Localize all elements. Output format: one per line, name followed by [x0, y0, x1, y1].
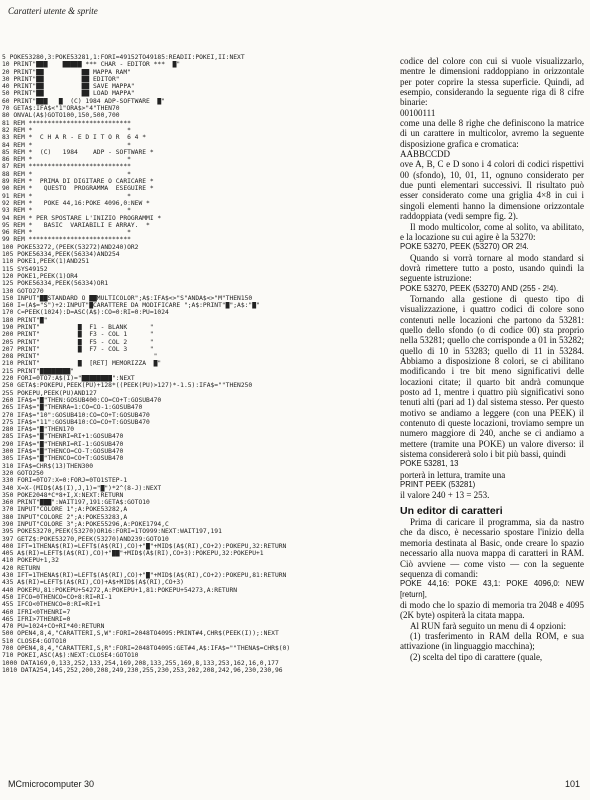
listing-line: 700 OPEN4,8,4,"CARATTERI,S,R":FORI=2048TO4095:GET#4,A$:IFA$=""THENA$=CHR$(0) [2, 645, 291, 653]
listing-line: 370 INPUT"COLORE 1";A:POKE53282,A [2, 506, 128, 514]
listing-line: 320 GOTO250 [2, 469, 44, 477]
listing-line: 380 INPUT"COLORE 2";A:POKE53283,A [2, 513, 128, 521]
paragraph: codice del colore con cui si vuole visualizzarlo, mentre le dimensioni raddoppiano in orizzontale per poter coprire la stessa superficie. Quindi, ad esempio, considerando la seguente riga di 8 cifre binarie: [400, 56, 584, 108]
paragraph: ove A, B, C e D sono i 4 colori di codici rispettivi 00 (sfondo), 10, 01, 11, ognuno considerato per due punti elementari successivi. Il risultato può esser considerato come una griglia 4×8 in cui i singoli elementi hanno la dimensione orizzontale raddoppiata (vedi sempre fig. 2). [400, 159, 584, 222]
listing-line: 207 PRINT" █ F7 - COL 3 " [2, 345, 154, 353]
code-line: POKE 53270, PEEK (53270) OR 2!4. [400, 242, 529, 252]
running-head: Caratteri utente & sprite [8, 6, 98, 16]
basic-program-listing [2, 54, 394, 772]
listing-line: 120 POKE1,PEEK(1)OR4 [2, 272, 78, 280]
code-line: PRINT PEEK (53281) [400, 480, 476, 490]
listing-line: 210 PRINT" █ [RET] MEMORIZZA █" [2, 360, 162, 368]
paragraph: di modo che lo spazio di memoria tra 2048 e 4095 (2K byte) ospiterà la citata mappa. [400, 599, 584, 621]
listing-line: 435 A$(RI)=LEFT$(A$(RI),CO)+A$+MID$(A$(RI),CO+3) [2, 579, 184, 587]
binary-example: 00100111 [400, 107, 436, 118]
listing-line: 460 IFRI<0THENRI=7 [2, 608, 71, 616]
listing-line: 340 X=X-(MID$(A$(I),J,1)="█")*2^(8-J):NEXT [2, 484, 162, 492]
listing-line: 84 REM * * [2, 141, 131, 149]
listing-line: 190 PRINT" █ F1 - BLANK " [2, 323, 154, 331]
listing-line: 455 IFCO<0THENCO=0:RI=RI+1 [2, 601, 101, 609]
paragraph: come una delle 8 righe che definiscono la matrice di un carattere in multicolor, avremo la seguente disposizione grafica e cromatica: [400, 118, 584, 149]
paragraph: il valore 240 + 13 = 253. [400, 490, 490, 501]
listing-line: 83 REM * C H A R - E D I T O R 6 4 * [2, 134, 147, 142]
listing-line: 115 SYS49152 [2, 265, 48, 273]
listing-line: 205 PRINT" █ F5 - COL 2 " [2, 338, 154, 346]
pattern-example: AABBCCDD [400, 149, 451, 160]
article-text-column [400, 56, 584, 768]
listing-line: 40 PRINT"██ ██ SAVE MAPPA" [2, 83, 135, 91]
listing-line: 350 POKE2048*C*8+I,X:NEXT:RETURN [2, 491, 124, 499]
code-line: POKE 53281, 13 [400, 459, 459, 469]
paragraph: Tornando alla gestione di questo tipo di visualizzazione, i quattro codici di colore sono contenuti nelle locazioni che partono da 53281: quello dello sfondo (o di codice 00) sta proprio nella 53281; quello che corrisponde a 01 in 53282; quello di 10 in 53283; quello di 11 in 53284. Abbiamo a disposizione 8 colori, se ci abilitano modificando i tre bit meno significativi delle locazioni citate; il quarto bit andrà comunque posto ad 1, mentre i quattro più significativi sono tenuti alti (pari ad 1) dal sistema stesso. Per questo motivo se andiamo a leggere (con una PEEK) il contenuto di queste locazioni, troviamo sempre un numero maggiore di 240, anche se ci andiamo a mettere (tramite una POKE) un valore diverso: il sistema considererà solo i bit più bassi, quindi [400, 293, 584, 460]
listing-line: 510 CLOSE4:GOTO10 [2, 637, 67, 645]
listing-line: 405 A$(RI)=LEFT$(A$(RI),CO)+"██"+MID$(A$(RI),CO+3):POKEPU,32:POKEPU+1 [2, 550, 264, 558]
listing-line: 90 REM * QUESTO PROGRAMMA ESEGUIRE * [2, 185, 154, 193]
list-item: (2) scelta del tipo di carattere (quale, [410, 651, 543, 662]
listing-line: 105 POKE56334,PEEK(56334)AND254 [2, 251, 120, 259]
code-line: POKE 44,16: POKE 43,1: POKE 4096,0: NEW [return], [400, 579, 584, 599]
paragraph: porterà in lettura, tramite una [400, 469, 506, 480]
listing-line: 450 IFCO=0THENCO=CO+8:RI=RI-1 [2, 593, 112, 601]
listing-line: 85 REM * (C) 1984 ADP - SOFTWARE * [2, 148, 154, 156]
listing-line: 110 POKE1,PEEK(1)AND251 [2, 258, 90, 266]
listing-line: 208 PRINT" " [2, 353, 158, 361]
listing-line: 250 GETA$:POKEPU,PEEK(PU)+128*((PEEK(PU)>127)*-1.5):IFA$=""THEN250 [2, 382, 253, 390]
listing-line: 86 REM * * [2, 156, 131, 164]
listing-line: 150 INPUT"██STANDARD O ██MULTICOLOR";A$:IFA$<>"S"ANDA$<>"M"THEN150 [2, 294, 253, 302]
listing-line: 400 IFT=1THENA$(RI)=LEFT$(A$(RI),CO)+"█"+MID$(A$(RI),CO+2):POKEPU,32:RETURN [2, 542, 287, 550]
section-heading: Un editor di caratteri [400, 504, 503, 517]
listing-line: 50 PRINT"██ ██ LOAD MAPPA" [2, 90, 135, 98]
listing-line: 280 IFA$="█"THEN170 [2, 426, 75, 434]
listing-line: 500 OPEN4,8,4,"CARATTERI,S,W":FORI=2048TO4095:PRINT#4,CHR$(PEEK(I));:NEXT [2, 630, 279, 638]
listing-line: 95 REM * BASIC VARIABILI E ARRAY. * [2, 221, 150, 229]
listing-line: 440 POKEPU,81:POKEPU+54272,A:POKEPU+1,81:POKEPU+54273,A:RETURN [2, 586, 238, 594]
listing-line: 10 PRINT"███ █████ *** CHAR - EDITOR *** █" [2, 61, 181, 69]
listing-line: 465 IFRI>7THENRI=0 [2, 615, 71, 623]
listing-line: 93 REM * * [2, 207, 131, 215]
listing-line: 160 I=(A$="S")+2:INPUT"█CARATTERE DA MODIFICARE ";A$:PRINT"█";A$:"█" [2, 302, 260, 310]
listing-line: 430 IFT=1THENA$(RI)=LEFT$(A$(RI),CO)+"█"+MID$(A$(RI),CO+2):POKEPU,81:RETURN [2, 572, 287, 580]
listing-line: 260 IFA$="█"THEN:GOSUB400:CO=CO+T:GOSUB470 [2, 396, 162, 404]
listing-line: 290 IFA$="█"THENRI=RI-1:GOSUB470 [2, 440, 124, 448]
listing-line: 360 PRINT"███":WAIT197,191:GETA$:GOTO10 [2, 499, 150, 507]
listing-line: 255 POKEPU,PEEK(PU)AND127 [2, 389, 97, 397]
listing-line: 20 PRINT"██ ██ MAPPA RAM" [2, 68, 131, 76]
listing-line: 215 PRINT"████████" [2, 367, 75, 375]
listing-line: 96 REM * * [2, 229, 131, 237]
listing-line: 220 FORI=0TO7:A$(I)="████████":NEXT [2, 375, 135, 383]
listing-line: 88 REM * * [2, 170, 131, 178]
listing-line: 89 REM * PRIMA DI DIGITARE O CARICARE * [2, 178, 154, 186]
listing-line: 82 REM * * [2, 126, 131, 134]
listing-line: 94 REM * PER SPOSTARE L'INIZIO PROGRAMMI * [2, 214, 162, 222]
paragraph: Quando si vorrà tornare al modo standard si dovrà rimettere tutto a posto, usando quindi la seguente istruzione: [400, 252, 584, 284]
paragraph: Al RUN farà seguito un menu di 4 opzioni: [410, 620, 566, 631]
page-number: 101 [564, 779, 580, 789]
list-item: (1) trasferimento in RAM della ROM, e sua attivazione (in linguaggio macchina); [400, 630, 584, 652]
listing-line: 200 PRINT" █ F3 - COL 1 " [2, 331, 154, 339]
footer-magazine: MCmicrocomputer 30 [8, 779, 95, 789]
listing-line: 410 POKEPU+1,32 [2, 557, 59, 565]
listing-line: 91 REM * * [2, 192, 131, 200]
listing-line: 710 POKEI,ASC(A$):NEXT:CLOSE4:GOTO10 [2, 652, 139, 660]
listing-line: 130 GOTO270 [2, 287, 44, 295]
listing-line: 300 IFA$="█"THENCO=CO-T:GOSUB470 [2, 448, 124, 456]
listing-line: 470 PU=1024+CO+RI*40:RETURN [2, 623, 105, 631]
listing-line: 397 GETZ$:POKE53270,PEEK(53270)AND239:GOTO10 [2, 535, 169, 543]
listing-line: 420 RETURN [2, 564, 40, 572]
listing-line: 1010 DATA254,145,252,200,208,249,230,255,230,253,202,208,242,96,230,230,96 [2, 666, 283, 674]
paragraph: Il modo multicolor, come al solito, va abilitato, e la locazione su cui agire è la 53270: [400, 221, 584, 242]
listing-line: 5 POKE53280,3:POKE53281,1:FORI=49152TO49185:READII:POKEI,II:NEXT [2, 54, 245, 61]
listing-line: 390 INPUT"COLORE 3";A:POKE55296,A:POKE1794,C [2, 521, 169, 528]
listing-line: 92 REM * POKE 44,16:POKE 4096,0:NEW * [2, 199, 150, 207]
listing-line: 100 POKE53272,(PEEK(53272)AND240)OR2 [2, 243, 139, 251]
listing-line: 310 IFA$=CHR$(13)THEN300 [2, 462, 93, 470]
listing-line: 60 PRINT"███ █ (C) 1984 ADP-SOFTWARE █" [2, 97, 166, 105]
listing-line: 180 PRINT"█" [2, 316, 48, 324]
listing-line: 305 IFA$="█"THENCO=CO+T:GOSUB470 [2, 455, 124, 463]
listing-line: 275 IFA$="11":GOSUB410:CO=CO+T:GOSUB470 [2, 418, 150, 426]
listing-line: 330 FORI=0TO7:X=0:FORJ=0TO1STEP-1 [2, 477, 128, 485]
listing-line: 270 IFA$="10":GOSUB410:CO=CO+T:GOSUB470 [2, 411, 150, 419]
listing-line: 125 POKE56334,PEEK(56334)OR1 [2, 280, 109, 288]
listing-line: 80 ONVAL(A$)GOTO100,150,500,700 [2, 112, 120, 120]
listing-line: 87 REM *************************** [2, 163, 131, 171]
code-line: POKE 53270, PEEK (53270) AND (255 - 2!4). [400, 283, 559, 293]
listing-line: 395 POKE53270,PEEK(53270)OR16:FORI=1TO999:NEXT:WAIT197,191 [2, 528, 222, 536]
paragraph: Prima di caricare il programma, sia da nastro che da disco, è necessario spostare l'inizio della memoria destinata al Basic, onde creare lo spazio necessario alla nuova mappa di caratteri in RAM. Ciò avviene — come visto — con la seguente sequenza di comandi: [400, 517, 584, 579]
listing-line: 99 REM *************************** [2, 236, 131, 244]
listing-line: 265 IFA$="█"THENRA=1:CO=CO-1:GOSUB470 [2, 404, 143, 412]
listing-line: 1000 DATA169,0,133,252,133,254,169,208,133,255,169,8,133,253,162,16,0,177 [2, 659, 279, 667]
listing-line: 70 GETA$:IFA$<"1"ORA$>"4"THEN70 [2, 105, 120, 113]
option-list [400, 631, 584, 662]
listing-line: 170 C=PEEK(1024):D=ASC(A$):CO=0:RI=0:PU=1024 [2, 309, 169, 317]
listing-line: 30 PRINT"██ ██ EDITOR" [2, 75, 120, 83]
listing-line: 81 REM *************************** [2, 119, 131, 127]
listing-line: 285 IFA$="█"THENRI=RI+1:GOSUB470 [2, 433, 124, 441]
